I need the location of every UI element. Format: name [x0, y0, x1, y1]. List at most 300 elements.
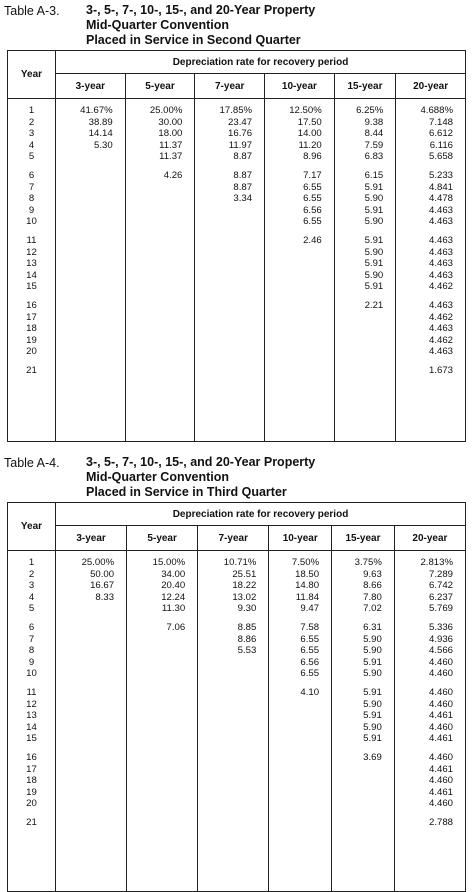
rate-value: 4.462 — [428, 334, 453, 346]
year-value: 7 — [28, 633, 35, 645]
rate-value: 4.463 — [428, 216, 453, 228]
rate-value — [56, 170, 113, 182]
year-value: 17 — [26, 763, 37, 775]
rate-value — [269, 798, 319, 810]
table-a4-title-line-2: Mid-Quarter Convention — [86, 470, 230, 484]
rate-value — [265, 346, 322, 358]
table-a3-label: Table A-3. — [4, 4, 60, 18]
year-value: 20 — [26, 798, 37, 810]
rate-value: 7.50% — [291, 557, 320, 568]
rate-value: 4.463 — [428, 346, 453, 358]
rate-value: 4.461 — [428, 763, 453, 775]
rate-value: 38.89 — [88, 116, 113, 128]
rate-value — [195, 365, 252, 377]
rate-value — [269, 817, 319, 829]
rate-value — [195, 235, 252, 247]
rate-value — [265, 270, 322, 282]
rate-value: 14.80 — [295, 580, 320, 592]
row-group-gap — [127, 615, 185, 622]
rate-value — [335, 346, 384, 358]
rate-value — [127, 645, 185, 657]
rate-value — [127, 817, 185, 829]
row-group-gap — [8, 680, 55, 687]
column-header: 15-year — [334, 74, 396, 99]
rate-value — [332, 787, 382, 799]
year-value: 21 — [26, 816, 37, 828]
rate-value: 18.50 — [295, 568, 320, 580]
rate-value: 3.69 — [363, 751, 382, 763]
rate-value: 4.566 — [428, 645, 453, 657]
rate-value: 16.67 — [90, 580, 115, 592]
year-value: 6 — [28, 621, 35, 633]
rate-value — [195, 205, 252, 217]
rate-value — [127, 657, 185, 669]
row-group-gap — [269, 745, 319, 752]
rate-value — [265, 312, 322, 324]
rate-value — [198, 798, 256, 810]
rate-value: 6.31 — [363, 621, 382, 633]
rate-value: 4.688% — [420, 105, 453, 116]
rate-value — [269, 710, 319, 722]
rate-value: 5.90 — [364, 246, 384, 258]
table-a4-title-line-3: Placed in Service in Third Quarter — [86, 485, 287, 499]
rate-column — [56, 99, 126, 442]
row-group-gap — [396, 228, 453, 235]
rate-value — [265, 335, 322, 347]
rate-value — [198, 687, 256, 699]
row-group-gap — [395, 745, 453, 752]
rate-value — [335, 335, 384, 347]
rate-value: 4.460 — [428, 721, 453, 733]
rate-value: 10.71% — [223, 557, 257, 568]
year-value: 18 — [26, 323, 37, 335]
row-group-gap — [127, 680, 185, 687]
rate-column — [394, 551, 465, 892]
row-group-gap — [198, 745, 256, 752]
rate-value: 6.15 — [364, 169, 384, 181]
column-header: 7-year — [198, 526, 269, 551]
rate-value: 8.33 — [95, 591, 115, 603]
rate-value — [126, 335, 183, 347]
rate-value — [56, 365, 113, 377]
rate-value — [127, 733, 185, 745]
rate-value — [195, 216, 252, 228]
row-group-gap — [396, 293, 453, 300]
table-a4-title — [0, 452, 472, 502]
rate-value — [56, 312, 113, 324]
year-value: 12 — [26, 698, 37, 710]
year-value: 8 — [28, 193, 35, 205]
rate-value — [126, 312, 183, 324]
table-a3-title-line-3: Placed in Service in Second Quarter — [86, 33, 301, 47]
rate-value: 4.463 — [428, 269, 453, 281]
rate-value — [195, 323, 252, 335]
rate-column — [125, 99, 195, 442]
row-group-gap — [56, 745, 114, 752]
rate-value: 5.91 — [363, 733, 382, 745]
rate-value: 4.462 — [428, 281, 453, 293]
column-header-row — [8, 74, 466, 99]
rate-value — [56, 258, 113, 270]
rate-value — [56, 603, 114, 615]
rate-value — [127, 752, 185, 764]
rate-value: 5.90 — [364, 269, 384, 281]
rate-value — [127, 798, 185, 810]
row-group-gap — [265, 163, 322, 170]
year-value: 16 — [26, 751, 37, 763]
rate-value: 6.55 — [300, 645, 320, 657]
rate-value: 6.742 — [428, 580, 453, 592]
rate-value: 4.463 — [428, 299, 453, 311]
rate-value — [269, 787, 319, 799]
column-header: 10-year — [269, 526, 332, 551]
rate-value — [198, 775, 256, 787]
rate-value: 2.788 — [428, 816, 453, 828]
table-a3-title — [0, 0, 472, 50]
rate-value — [198, 668, 256, 680]
rate-value: 4.460 — [428, 751, 453, 763]
table-a4-title-line-1: 3-, 5-, 7-, 10-, 15-, and 20-Year Property — [86, 455, 316, 469]
rate-value — [195, 300, 252, 312]
year-value: 5 — [28, 151, 35, 163]
rate-value — [56, 764, 114, 776]
year-header: Year — [8, 51, 56, 99]
rate-value — [56, 281, 113, 293]
rate-value: 6.55 — [303, 193, 322, 205]
rate-value — [195, 346, 252, 358]
year-value: 1 — [28, 557, 35, 568]
rate-value: 5.90 — [363, 633, 382, 645]
rate-value: 4.461 — [428, 733, 453, 745]
rate-value: 7.59 — [364, 139, 384, 151]
year-value: 21 — [26, 364, 37, 376]
rate-value — [269, 752, 319, 764]
row-group-gap — [198, 680, 256, 687]
rate-value — [127, 775, 185, 787]
year-value: 7 — [28, 181, 35, 193]
rate-value: 8.44 — [364, 128, 384, 140]
rate-value — [56, 193, 113, 205]
year-value: 17 — [26, 311, 37, 323]
rate-value: 8.87 — [233, 181, 253, 193]
rate-value — [198, 657, 256, 669]
rate-value: 41.67% — [80, 105, 113, 116]
year-value: 20 — [26, 346, 37, 358]
row-group-gap — [395, 615, 453, 622]
rate-value: 14.14 — [88, 128, 113, 140]
rate-value — [56, 634, 114, 646]
row-group-gap — [269, 615, 319, 622]
row-group-gap — [269, 680, 319, 687]
rate-value: 1.673 — [428, 364, 453, 376]
row-group-gap — [269, 810, 319, 817]
rate-value — [126, 182, 183, 194]
rate-value — [56, 817, 114, 829]
rate-value — [332, 775, 382, 787]
rate-value: 11.20 — [298, 139, 322, 151]
year-header: Year — [8, 503, 56, 551]
year-value: 3 — [28, 580, 35, 592]
rate-value — [56, 270, 113, 282]
rate-value: 25.51 — [232, 568, 257, 580]
rate-value: 5.91 — [364, 234, 384, 246]
year-value: 19 — [26, 334, 37, 346]
rate-value — [126, 270, 183, 282]
rate-value — [269, 699, 319, 711]
row-group-gap — [195, 358, 252, 365]
rate-column — [127, 551, 198, 892]
row-group-gap — [335, 163, 384, 170]
row-group-gap — [8, 810, 55, 817]
rate-value: 7.02 — [363, 603, 382, 615]
column-header: 15-year — [332, 526, 395, 551]
row-group-gap — [265, 358, 322, 365]
rate-value: 6.55 — [300, 668, 320, 680]
rate-value: 5.90 — [363, 668, 382, 680]
year-value: 9 — [28, 204, 35, 216]
rate-value: 11.37 — [159, 151, 183, 163]
rate-value: 5.90 — [363, 721, 382, 733]
rate-value — [56, 668, 114, 680]
rate-value: 4.10 — [300, 686, 320, 698]
rate-value — [127, 634, 185, 646]
table-a3-block — [0, 0, 472, 376]
rate-value: 4.460 — [428, 798, 453, 810]
year-value: 1 — [28, 105, 35, 116]
row-group-gap — [8, 163, 55, 170]
rate-value — [195, 335, 252, 347]
period-header: Depreciation rate for recovery period — [56, 503, 466, 526]
year-value: 10 — [26, 216, 37, 228]
rate-value — [269, 733, 319, 745]
row-group-gap — [396, 163, 453, 170]
rate-value — [56, 657, 114, 669]
row-group-gap — [198, 615, 256, 622]
rate-value: 8.66 — [363, 580, 382, 592]
rate-value: 4.460 — [428, 775, 453, 787]
header-row — [8, 51, 466, 74]
rate-value: 4.461 — [428, 786, 453, 798]
rate-value: 4.26 — [163, 169, 183, 181]
rate-value — [198, 710, 256, 722]
rate-value — [198, 787, 256, 799]
rate-value — [56, 151, 113, 163]
rate-column — [396, 99, 466, 442]
rate-value — [126, 300, 183, 312]
row-group-gap — [395, 680, 453, 687]
rate-value: 6.55 — [300, 633, 320, 645]
column-header: 3-year — [56, 526, 127, 551]
row-group-gap — [56, 163, 113, 170]
rate-value: 18.00 — [158, 128, 183, 140]
year-value: 4 — [28, 591, 35, 603]
table-a3-title-line-1: 3-, 5-, 7-, 10-, 15-, and 20-Year Property — [86, 3, 316, 17]
rate-value — [126, 216, 183, 228]
rate-column — [56, 551, 127, 892]
column-header: 5-year — [125, 74, 195, 99]
rate-value — [198, 752, 256, 764]
rate-value: 5.91 — [364, 258, 384, 270]
rate-value — [198, 722, 256, 734]
rate-value — [198, 817, 256, 829]
rate-value: 8.85 — [237, 621, 257, 633]
rate-value — [56, 346, 113, 358]
rate-column — [198, 551, 269, 892]
rate-value — [126, 247, 183, 259]
rate-value — [56, 323, 113, 335]
rate-value — [56, 710, 114, 722]
column-header: 5-year — [127, 526, 198, 551]
rate-value: 8.96 — [303, 151, 322, 163]
period-header: Depreciation rate for recovery period — [56, 51, 466, 74]
year-value: 9 — [28, 656, 35, 668]
rate-value: 4.460 — [428, 668, 453, 680]
rate-value: 17.85% — [219, 105, 253, 116]
rate-value: 5.91 — [364, 181, 384, 193]
rate-value: 6.55 — [303, 181, 322, 193]
rate-value — [56, 182, 113, 194]
rate-value — [126, 365, 183, 377]
year-value: 4 — [28, 139, 35, 151]
rate-value: 7.58 — [300, 621, 320, 633]
rate-value: 6.612 — [428, 128, 453, 140]
rate-value — [195, 281, 252, 293]
row-group-gap — [8, 358, 55, 365]
row-group-gap — [332, 615, 382, 622]
rate-value: 6.237 — [428, 591, 453, 603]
rate-value — [56, 752, 114, 764]
rate-value: 6.116 — [429, 139, 453, 151]
year-value: 6 — [28, 169, 35, 181]
rate-value: 5.90 — [363, 698, 382, 710]
rate-value: 7.80 — [363, 591, 382, 603]
rate-value: 4.463 — [428, 234, 453, 246]
rate-value: 5.91 — [364, 204, 384, 216]
row-group-gap — [127, 745, 185, 752]
rate-column — [269, 551, 332, 892]
rate-value — [56, 247, 113, 259]
table-a4 — [7, 502, 466, 892]
header-row — [8, 503, 466, 526]
table-a3 — [7, 50, 466, 442]
rate-value — [56, 687, 114, 699]
rate-value — [265, 247, 322, 259]
rate-value — [126, 205, 183, 217]
row-group-gap — [56, 358, 113, 365]
rate-value — [56, 798, 114, 810]
row-group-gap — [195, 228, 252, 235]
year-value: 14 — [26, 721, 37, 733]
rate-value: 11.30 — [161, 603, 186, 615]
rate-value: 11.97 — [228, 139, 253, 151]
rate-value — [56, 205, 113, 217]
column-header: 20-year — [396, 74, 466, 99]
rate-value: 7.148 — [428, 116, 453, 128]
rate-value: 18.22 — [232, 580, 257, 592]
row-group-gap — [265, 228, 322, 235]
rate-value: 5.336 — [428, 621, 453, 633]
rate-value — [127, 699, 185, 711]
rate-value — [269, 775, 319, 787]
year-value: 13 — [26, 258, 37, 270]
row-group-gap — [335, 358, 384, 365]
rate-value — [265, 300, 322, 312]
rate-value: 11.84 — [295, 591, 320, 603]
row-group-gap — [265, 293, 322, 300]
year-value: 5 — [28, 603, 35, 615]
rate-value: 5.90 — [364, 216, 384, 228]
row-group-gap — [8, 228, 55, 235]
year-value: 11 — [26, 686, 37, 698]
rate-value: 20.40 — [161, 580, 186, 592]
rate-value: 17.50 — [297, 116, 322, 128]
rate-value — [335, 323, 384, 335]
row-group-gap — [332, 745, 382, 752]
rate-value — [127, 710, 185, 722]
year-value: 11 — [26, 234, 37, 246]
rate-value: 25.00% — [81, 557, 115, 568]
row-group-gap — [8, 293, 55, 300]
row-group-gap — [395, 810, 453, 817]
year-value: 15 — [26, 281, 37, 293]
rate-value: 8.86 — [237, 633, 257, 645]
rate-value: 4.841 — [428, 181, 453, 193]
row-group-gap — [126, 358, 183, 365]
rate-value: 4.463 — [428, 204, 453, 216]
table-a4-heading — [86, 455, 315, 500]
column-header: 20-year — [394, 526, 465, 551]
row-group-gap — [56, 228, 113, 235]
rate-column — [265, 99, 335, 442]
rate-value: 5.91 — [363, 656, 382, 668]
rate-value: 4.462 — [428, 311, 453, 323]
rate-value: 12.50% — [289, 105, 322, 116]
table-a3-heading — [86, 3, 315, 48]
rate-value — [269, 722, 319, 734]
rate-value: 4.460 — [428, 698, 453, 710]
rate-value: 4.460 — [428, 656, 453, 668]
row-group-gap — [126, 293, 183, 300]
rate-value — [126, 323, 183, 335]
column-header: 7-year — [195, 74, 265, 99]
rate-value: 4.460 — [428, 686, 453, 698]
row-group-gap — [56, 680, 114, 687]
row-group-gap — [127, 810, 185, 817]
rate-value — [56, 216, 113, 228]
rate-value — [195, 247, 252, 259]
table-body-row — [8, 99, 466, 442]
rate-value: 23.47 — [228, 116, 253, 128]
year-value: 2 — [28, 568, 35, 580]
year-value: 12 — [26, 246, 37, 258]
rate-value: 6.25% — [356, 105, 384, 116]
rate-value: 50.00 — [90, 568, 115, 580]
rate-value — [126, 281, 183, 293]
rate-value — [126, 235, 183, 247]
year-value: 18 — [26, 775, 37, 787]
year-value: 8 — [28, 645, 35, 657]
row-group-gap — [335, 228, 384, 235]
rate-value — [56, 645, 114, 657]
row-group-gap — [335, 293, 384, 300]
rate-value: 4.463 — [428, 258, 453, 270]
rate-value — [56, 699, 114, 711]
row-group-gap — [126, 163, 183, 170]
rate-value — [332, 798, 382, 810]
rate-value: 5.30 — [94, 139, 113, 151]
row-group-gap — [198, 810, 256, 817]
rate-column — [332, 551, 395, 892]
